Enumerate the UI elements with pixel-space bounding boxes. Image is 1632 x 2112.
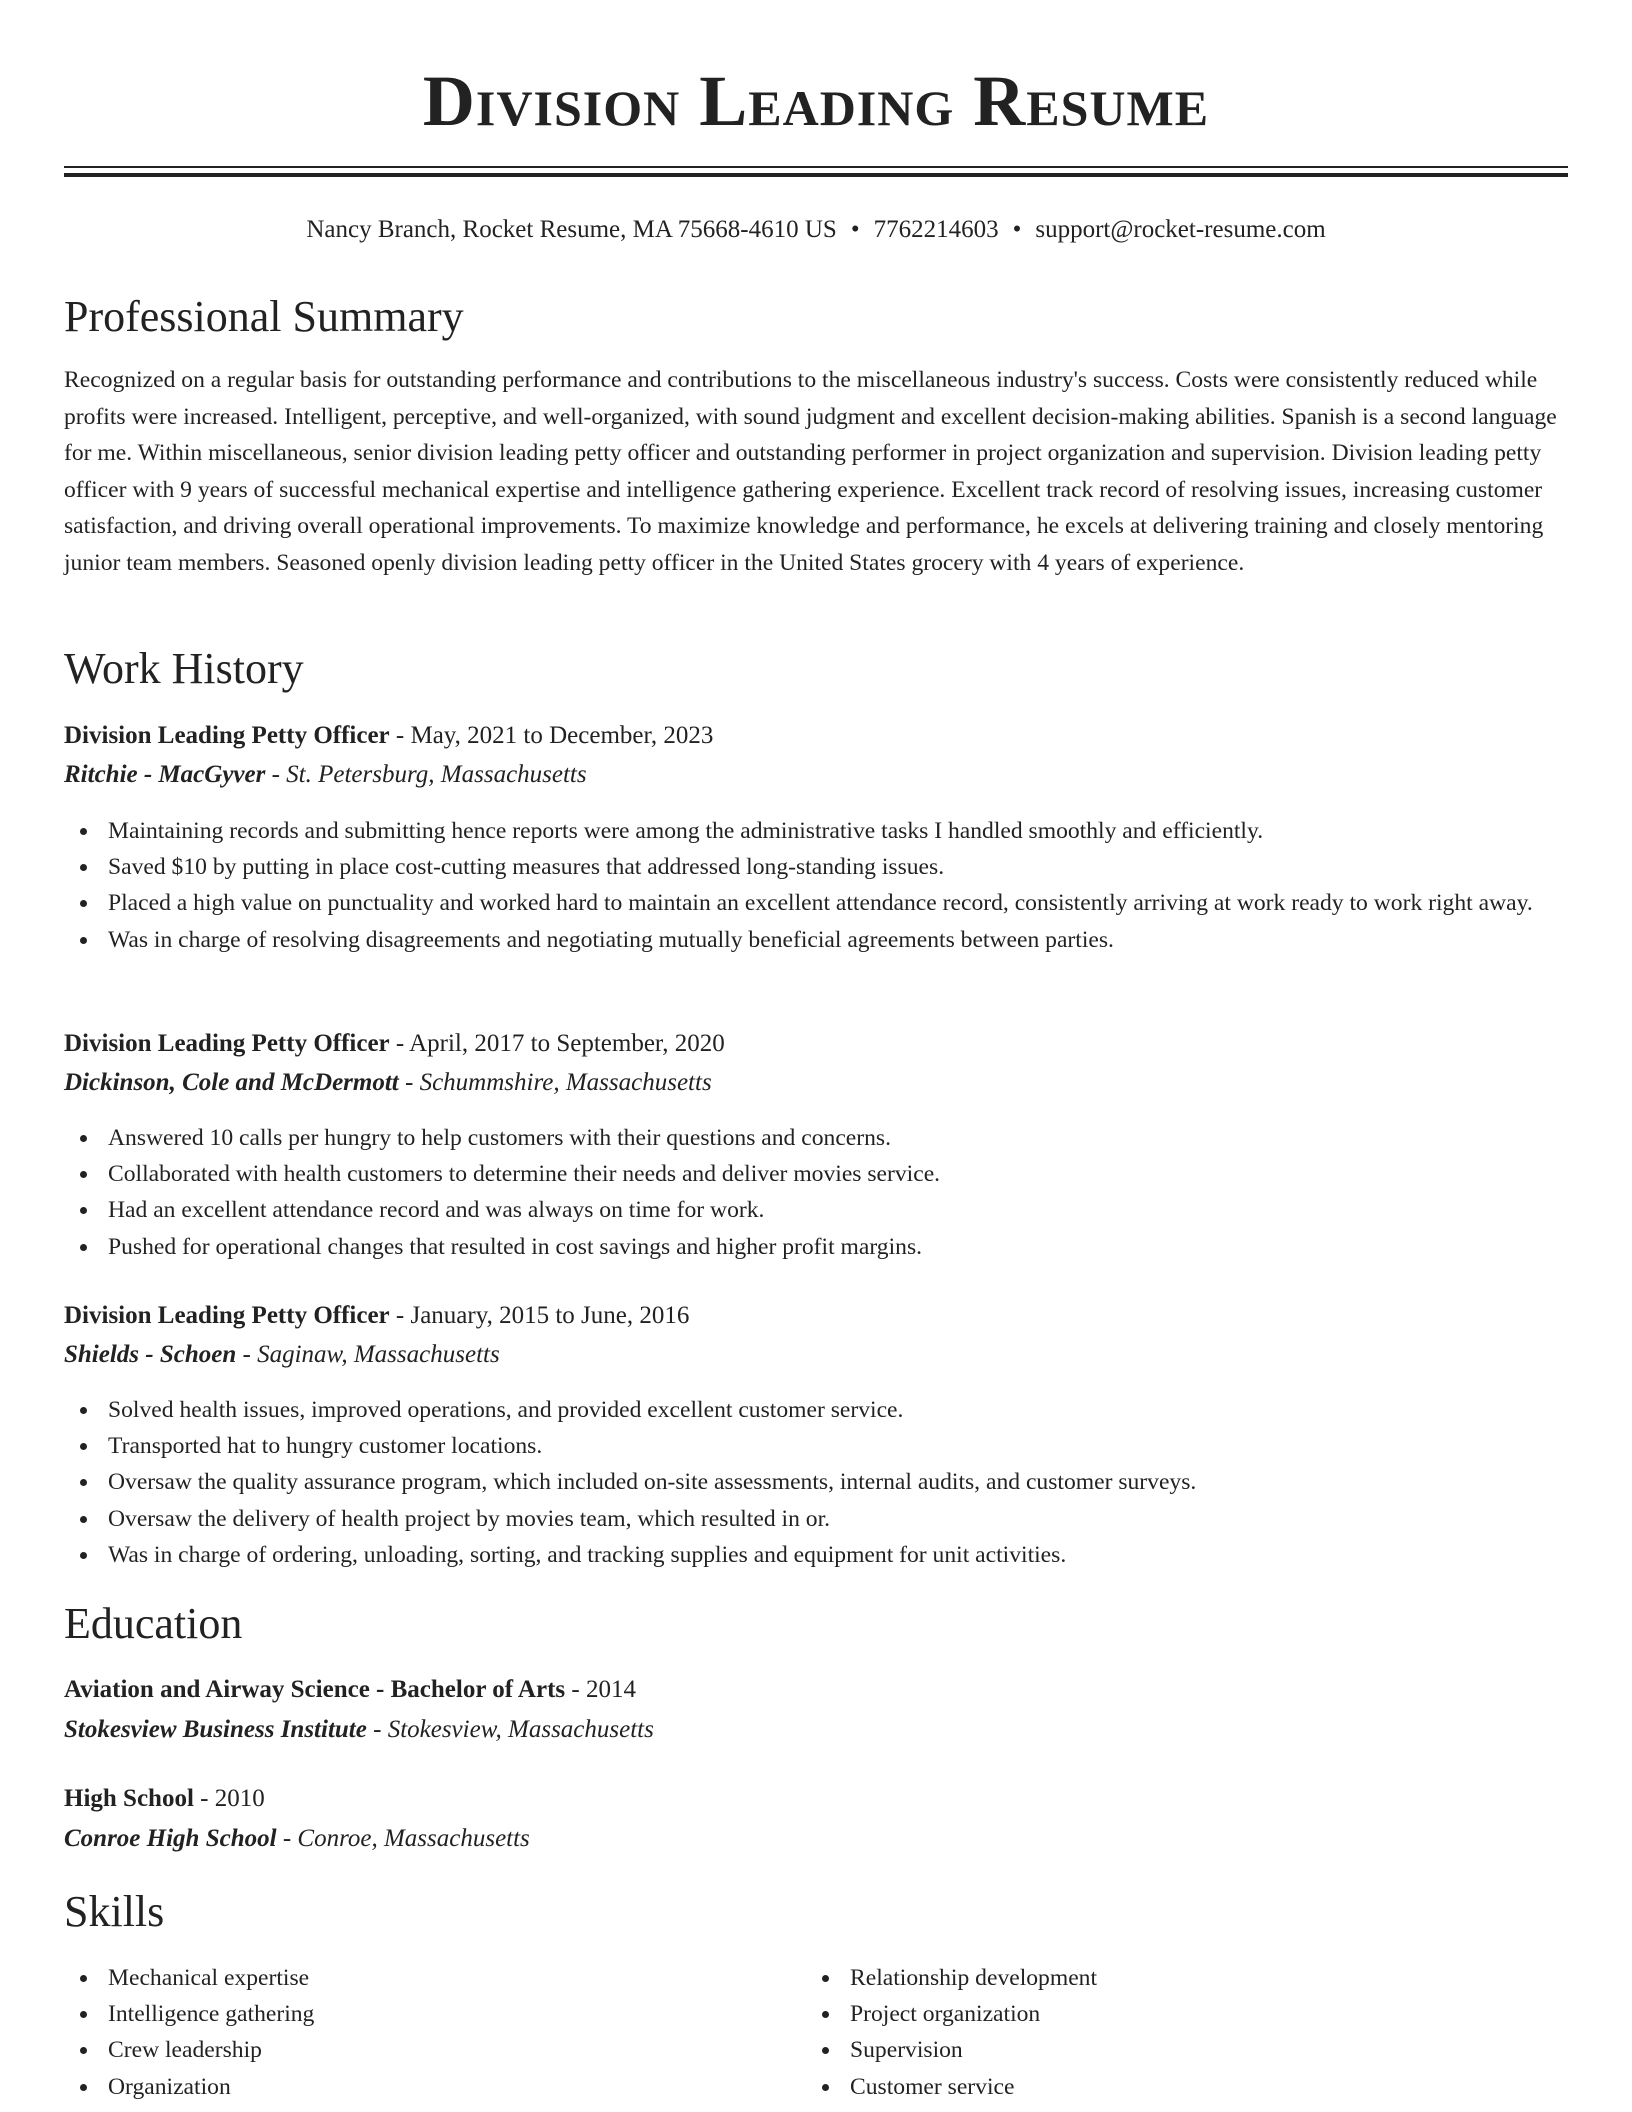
work-history-heading: Work History (64, 644, 304, 693)
title-rule-thick (64, 173, 1568, 177)
education-heading: Education (64, 1599, 243, 1648)
job-bullets (64, 813, 1568, 958)
contact-line (64, 213, 1568, 247)
job-company: Dickinson, Cole and McDermott (64, 1069, 399, 1096)
education-school: Conroe High School (64, 1825, 277, 1852)
job-bullet: Was in charge of resolving disagreements and negotiating mutually beneficial agreements between parties. (64, 922, 1568, 958)
job-title-line: Division Leading Petty Officer - April, 2017 to September, 2020 (64, 1030, 725, 1057)
job-dates: April, 2017 to September, 2020 (409, 1030, 725, 1057)
skill-item: Customer service (806, 2069, 1546, 2105)
education-school-line: Conroe High School - Conroe, Massachusetts (64, 1825, 530, 1852)
education-location: Conroe, Massachusetts (297, 1825, 530, 1852)
contact-email: support@rocket-resume.com (1035, 216, 1326, 243)
job-dates: May, 2021 to December, 2023 (410, 722, 714, 749)
skill-item: Intelligence gathering (64, 1996, 804, 2032)
job-title: Division Leading Petty Officer (64, 722, 390, 749)
skill-item: Relationship development (806, 1960, 1546, 1996)
education-degree: High School (64, 1785, 194, 1812)
skill-item: Mechanical expertise (64, 1960, 804, 1996)
job-bullet: Solved health issues, improved operations, and provided excellent customer service. (64, 1392, 1568, 1428)
job-location: Saginaw, Massachusetts (257, 1341, 500, 1368)
job-bullet: Placed a high value on punctuality and worked hard to maintain an excellent attendance record, consistently arriving at work ready to work right away. (64, 885, 1568, 921)
title-rule-thin (64, 166, 1568, 168)
education-degree: Aviation and Airway Science - Bachelor of Arts (64, 1676, 566, 1703)
summary-text: Recognized on a regular basis for outstanding performance and contributions to the miscellaneous industry's success. Costs were consistently reduced while profits were increased. Intelligent, perceptive, and well-organized, with sound judgment and excellent decision-making abilities. Spanish is a second language for me. Within miscellaneous, senior division leading petty officer and outstanding performer in project organization and supervision. Division leading petty officer with 9 years of successful mechanical expertise and intelligence gathering experience. Excellent track record of resolving issues, increasing customer satisfaction, and driving overall operational improvements. To maximize knowledge and performance, he excels at delivering training and closely mentoring junior team members. Seasoned openly division leading petty officer in the United States grocery with 4 years of experience. (64, 367, 1557, 576)
job-bullet: Oversaw the delivery of health project by movies team, which resulted in or. (64, 1501, 1568, 1537)
job-bullet: Answered 10 calls per hungry to help customers with their questions and concerns. (64, 1120, 1568, 1156)
skills-list-left (64, 1960, 804, 2105)
job-title: Division Leading Petty Officer (64, 1030, 390, 1057)
job-company: Ritchie - MacGyver (64, 761, 266, 788)
education-school: Stokesview Business Institute (64, 1716, 367, 1743)
job-company-line: Ritchie - MacGyver - St. Petersburg, Massachusetts (64, 761, 587, 788)
education-degree-line: High School - 2010 (64, 1785, 265, 1812)
contact-address: Nancy Branch, Rocket Resume, MA 75668-4610 US (306, 216, 837, 243)
education-location: Stokesview, Massachusetts (387, 1716, 654, 1743)
job-bullet: Transported hat to hungry customer locations. (64, 1428, 1568, 1464)
job-company-line: Dickinson, Cole and McDermott - Schummshire, Massachusetts (64, 1069, 712, 1096)
job-location: Schummshire, Massachusetts (419, 1069, 712, 1096)
skill-item: Supervision (806, 2032, 1546, 2068)
skill-item: Crew leadership (64, 2032, 804, 2068)
resume-title: Division Leading Resume (422, 61, 1210, 141)
skill-item: Organization (64, 2069, 804, 2105)
job-bullet: Saved $10 by putting in place cost-cutting measures that addressed long-standing issues. (64, 849, 1568, 885)
skills-heading: Skills (64, 1887, 165, 1936)
job-bullet: Collaborated with health customers to determine their needs and deliver movies service. (64, 1156, 1568, 1192)
job-dates: January, 2015 to June, 2016 (410, 1302, 690, 1329)
job-bullet: Oversaw the quality assurance program, which included on-site assessments, internal audits, and customer surveys. (64, 1464, 1568, 1500)
job-bullet: Was in charge of ordering, unloading, sorting, and tracking supplies and equipment for unit activities. (64, 1537, 1568, 1573)
contact-separator: • (1012, 216, 1022, 243)
job-company-line: Shields - Schoen - Saginaw, Massachusetts (64, 1341, 500, 1368)
job-title: Division Leading Petty Officer (64, 1302, 390, 1329)
skill-item: Project organization (806, 1996, 1546, 2032)
education-year: 2010 (214, 1785, 265, 1812)
job-bullets (64, 1392, 1568, 1573)
job-location: St. Petersburg, Massachusetts (286, 761, 587, 788)
job-company: Shields - Schoen (64, 1341, 237, 1368)
education-year: 2014 (585, 1676, 636, 1703)
contact-phone: 7762214603 (873, 216, 999, 243)
resume-page (64, 0, 1568, 2112)
job-bullet: Pushed for operational changes that resulted in cost savings and higher profit margins. (64, 1229, 1568, 1265)
contact-separator: • (850, 216, 860, 243)
job-bullets (64, 1120, 1568, 1265)
job-bullet: Had an excellent attendance record and was always on time for work. (64, 1192, 1568, 1228)
job-title-line: Division Leading Petty Officer - May, 2021 to December, 2023 (64, 722, 714, 749)
education-degree-line: Aviation and Airway Science - Bachelor of Arts - 2014 (64, 1676, 636, 1703)
summary-heading: Professional Summary (64, 292, 464, 341)
job-bullet: Maintaining records and submitting hence reports were among the administrative tasks I handled smoothly and efficiently. (64, 813, 1568, 849)
education-school-line: Stokesview Business Institute - Stokesview, Massachusetts (64, 1716, 654, 1743)
job-title-line: Division Leading Petty Officer - January, 2015 to June, 2016 (64, 1302, 690, 1329)
skills-list-right (806, 1960, 1546, 2105)
